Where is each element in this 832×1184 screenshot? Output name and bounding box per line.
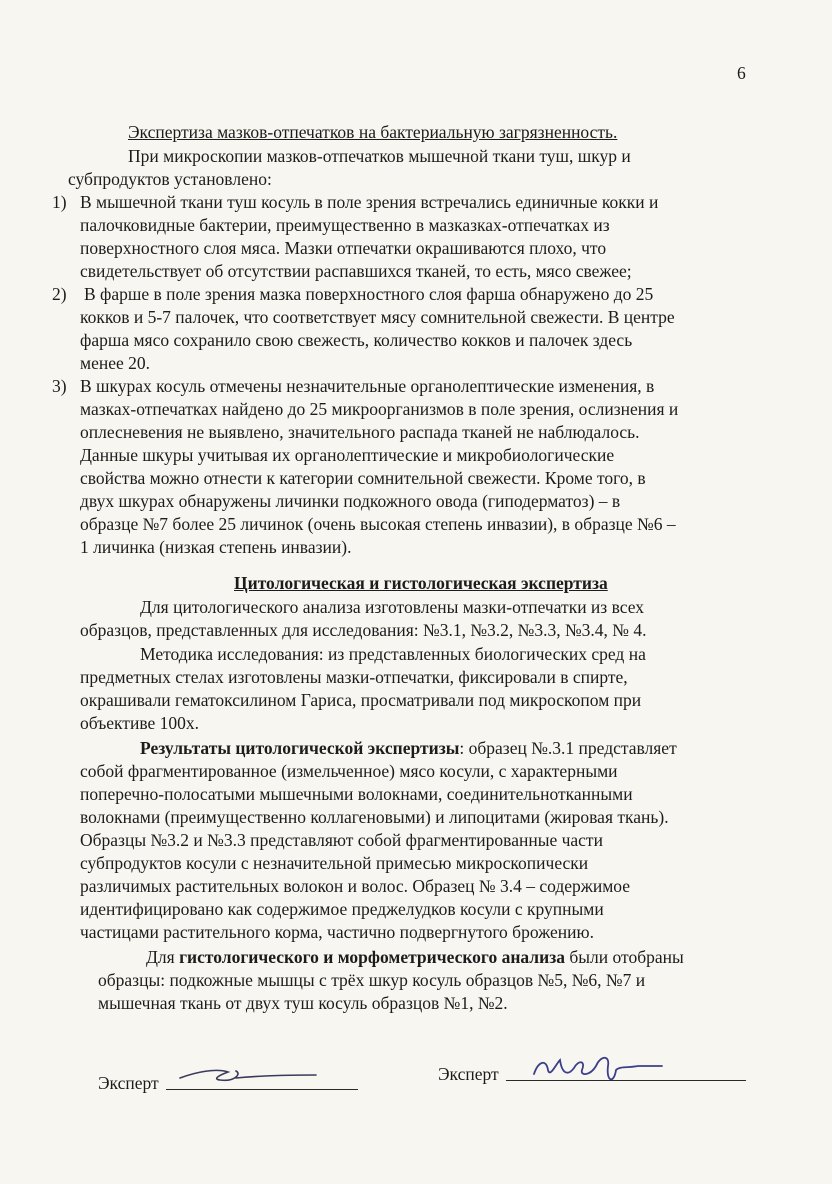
- paragraph-line: кокков и 5-7 палочек, что соответствует мясу сомнительной свежести. В центре: [80, 307, 675, 327]
- paragraph-line: Для цитологического анализа изготовлены мазки-отпечатки из всех: [140, 597, 645, 617]
- paragraph-line: субпродуктов установлено:: [68, 169, 272, 189]
- text-fragment: Для: [146, 947, 180, 967]
- signature-right: [520, 1048, 680, 1088]
- paragraph-line: предметных стелах изготовлены мазки-отпечатки, фиксировали в спирте,: [80, 667, 628, 687]
- paragraph-line: В фарше в поле зрения мазка поверхностного слоя фарша обнаружено до 25: [84, 284, 654, 304]
- paragraph-line: образцов, представленных для исследования: №3.1, №3.2, №3.3, №3.4, № 4.: [80, 620, 647, 640]
- paragraph-line: [146, 946, 684, 968]
- paragraph-line: двух шкурах обнаружены личинки подкожного овода (гиподерматоз) – в: [80, 491, 621, 511]
- paragraph-line: мышечная ткань от двух туш косуль образцов №1, №2.: [98, 993, 508, 1013]
- paragraph-line: субпродуктов косули с незначительной примесью микроскопически: [80, 853, 589, 873]
- paragraph-line: 1 личинка (низкая степень инвазии).: [80, 537, 352, 557]
- paragraph-line: При микроскопии мазков-отпечатков мышечной ткани туш, шкур и: [128, 146, 631, 166]
- paragraph-line: [140, 737, 677, 759]
- section-heading-bacterial: Экспертиза мазков-отпечатков на бактериальную загрязненность.: [128, 122, 618, 142]
- paragraph-line: Образцы №3.2 и №3.3 представляют собой фрагментированные части: [80, 830, 603, 850]
- paragraph-line: частицами растительного корма, частично подвергнутого брожению.: [80, 922, 594, 942]
- paragraph-line: В шкурах косуль отмечены незначительные органолептические изменения, в: [80, 376, 655, 396]
- paragraph-line: образцы: подкожные мышцы с трёх шкур косуль образцов №5, №6, №7 и: [98, 970, 646, 990]
- paragraph-line: палочковидные бактерии, преимущественно в мазказках-отпечатках из: [80, 215, 610, 235]
- paragraph-line: различимых растительных волокон и волос. Образец № 3.4 – содержимое: [80, 876, 631, 896]
- paragraph-line: свойства можно отнести к категории сомнительной свежести. Кроме того, в: [80, 468, 646, 488]
- list-number: 3): [52, 376, 67, 396]
- paragraph-line: поверхностного слоя мяса. Мазки отпечатки окрашиваются плохо, что: [80, 238, 607, 258]
- signature-left: [176, 1062, 326, 1092]
- page-number: 6: [737, 63, 746, 83]
- paragraph-line: идентифицировано как содержимое преджелудков косули с крупными: [80, 899, 604, 919]
- signature-label-right: Эксперт: [438, 1064, 499, 1084]
- histology-label: гистологического и морфометрического анализа: [179, 947, 565, 967]
- paragraph-line: поперечно-полосатыми мышечными волокнами, соединительнотканными: [80, 784, 633, 804]
- paragraph-line: мазках-отпечатках найдено до 25 микроорганизмов в поле зрения, ослизнения и: [80, 399, 679, 419]
- paragraph-line: фарша мясо сохранило свою свежесть, количество кокков и палочек здесь: [80, 330, 633, 350]
- signature-label-left: Эксперт: [98, 1073, 159, 1093]
- paragraph-line: менее 20.: [80, 353, 150, 373]
- paragraph-line: оплесневения не выявлено, значительного распада тканей не наблюдалось.: [80, 422, 640, 442]
- paragraph-line: Методика исследования: из представленных биологических сред на: [140, 644, 646, 664]
- paragraph-line: волокнами (преимущественно коллагеновыми) и липоцитами (жировая ткань).: [80, 807, 669, 827]
- results-text: : образец №.3.1 представляет: [459, 738, 677, 758]
- list-number: 2): [52, 284, 67, 304]
- paragraph-line: В мышечной ткани туш косуль в поле зрения встречались единичные кокки и: [80, 192, 659, 212]
- results-label: Результаты цитологической экспертизы: [140, 738, 460, 758]
- paragraph-line: Данные шкуры учитывая их органолептические и микробиологические: [80, 445, 615, 465]
- paragraph-line: образце №7 более 25 личинок (очень высокая степень инвазии), в образце №6 –: [80, 514, 676, 534]
- paragraph-line: свидетельствует об отсутствии распавшихся тканей, то есть, мясо свежее;: [80, 261, 632, 281]
- text-fragment: были отобраны: [565, 947, 684, 967]
- paragraph-line: окрашивали гематоксилином Гариса, просматривали под микроскопом при: [80, 690, 642, 710]
- list-number: 1): [52, 192, 67, 212]
- section-heading-cytology: Цитологическая и гистологическая экспертиза: [234, 573, 608, 593]
- paragraph-line: объективе 100х.: [80, 713, 199, 733]
- paragraph-line: собой фрагментированное (измельченное) мясо косули, с характерными: [80, 761, 618, 781]
